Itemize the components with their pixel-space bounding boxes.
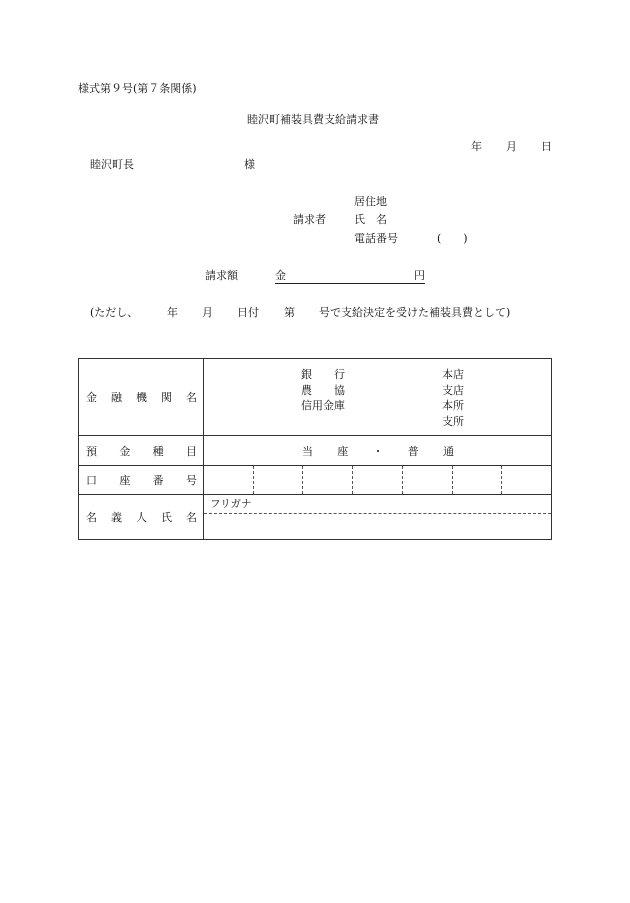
amount-label: 請求額 xyxy=(205,269,238,282)
note-num-prefix: 第 xyxy=(284,306,295,319)
phone-paren: ( ) xyxy=(437,232,468,245)
label-char: 金 xyxy=(86,391,97,404)
honorific: 様 xyxy=(244,158,255,171)
account-label-cell xyxy=(79,466,204,495)
institution-type: 銀 行 xyxy=(301,368,345,381)
date-month-label: 月 xyxy=(506,140,517,153)
note-month: 月 xyxy=(202,306,213,319)
holder-label-cell xyxy=(79,495,204,540)
label-char: 義 xyxy=(111,511,122,524)
deposit-type-cell[interactable] xyxy=(204,436,552,466)
account-digit-box[interactable] xyxy=(403,466,453,494)
deposit-option-char: 座 xyxy=(337,444,349,458)
phone-label: 電話番号 xyxy=(354,232,398,245)
institution-value-cell[interactable] xyxy=(204,359,552,436)
amount-suffix: 円 xyxy=(414,269,425,282)
address-label: 居住地 xyxy=(354,195,387,208)
label-char: 関 xyxy=(161,391,172,404)
label-char: 預 xyxy=(86,444,97,458)
institution-types xyxy=(301,367,345,414)
label-char: 号 xyxy=(185,474,197,487)
label-char: 名 xyxy=(86,511,97,524)
furigana-row[interactable] xyxy=(204,495,551,514)
amount-field xyxy=(275,269,425,284)
deposit-label-cell xyxy=(79,436,204,466)
institution-type: 農 協 xyxy=(301,383,345,397)
label-char: 座 xyxy=(119,474,131,487)
institution-label-cell xyxy=(79,359,204,436)
date-day-label: 日 xyxy=(541,140,552,153)
label-char: 機 xyxy=(136,391,147,404)
account-digit-grid xyxy=(204,466,551,494)
holder-name-cell[interactable] xyxy=(204,495,552,540)
label-char: 目 xyxy=(185,444,197,458)
branch-type: 本所 xyxy=(442,399,464,412)
account-digit-box[interactable] xyxy=(502,466,551,494)
label-char: 名 xyxy=(186,391,197,404)
account-digit-box[interactable] xyxy=(254,466,304,494)
deposit-option-separator: ・ xyxy=(372,444,384,458)
form-number: 様式第９号(第７条関係) xyxy=(78,82,197,95)
deposit-options xyxy=(302,443,454,459)
note-day: 日付 xyxy=(237,306,259,319)
branch-type: 本店 xyxy=(442,368,464,381)
branch-type: 支店 xyxy=(442,383,464,397)
note-open: (ただし、 xyxy=(90,306,139,319)
label-char: 種 xyxy=(152,444,164,458)
account-number-cell[interactable] xyxy=(204,466,552,495)
account-digit-box[interactable] xyxy=(353,466,403,494)
holder-name-row[interactable] xyxy=(204,514,551,539)
addressee: 睦沢町長 xyxy=(90,158,134,171)
date-year-label: 年 xyxy=(471,140,482,153)
account-digit-box[interactable] xyxy=(204,466,254,494)
label-char: 番 xyxy=(152,474,164,487)
label-char: 氏 xyxy=(161,511,172,524)
institution-type: 信用金庫 xyxy=(301,399,345,412)
name-label: 氏 名 xyxy=(354,213,387,226)
deposit-option-char: 普 xyxy=(407,444,419,458)
form-title: 睦沢町補装具費支給請求書 xyxy=(247,113,379,126)
label-char: 融 xyxy=(111,391,122,404)
deposit-option-char: 通 xyxy=(443,444,454,458)
bank-info-table xyxy=(78,358,552,540)
amount-prefix: 金 xyxy=(275,269,286,282)
label-char: 名 xyxy=(186,511,197,524)
label-char: 人 xyxy=(136,511,147,524)
furigana-label: フリガナ xyxy=(210,498,252,510)
label-char: 口 xyxy=(86,474,97,487)
requester-label: 請求者 xyxy=(293,213,326,226)
label-char: 金 xyxy=(119,444,131,458)
account-digit-box[interactable] xyxy=(303,466,353,494)
branch-types xyxy=(442,367,464,429)
branch-type: 支所 xyxy=(442,414,464,428)
note-year: 年 xyxy=(167,306,178,319)
deposit-option-char: 当 xyxy=(302,444,313,458)
note-rest: 号で支給決定を受けた補装具費として) xyxy=(319,306,511,319)
account-digit-box[interactable] xyxy=(453,466,503,494)
